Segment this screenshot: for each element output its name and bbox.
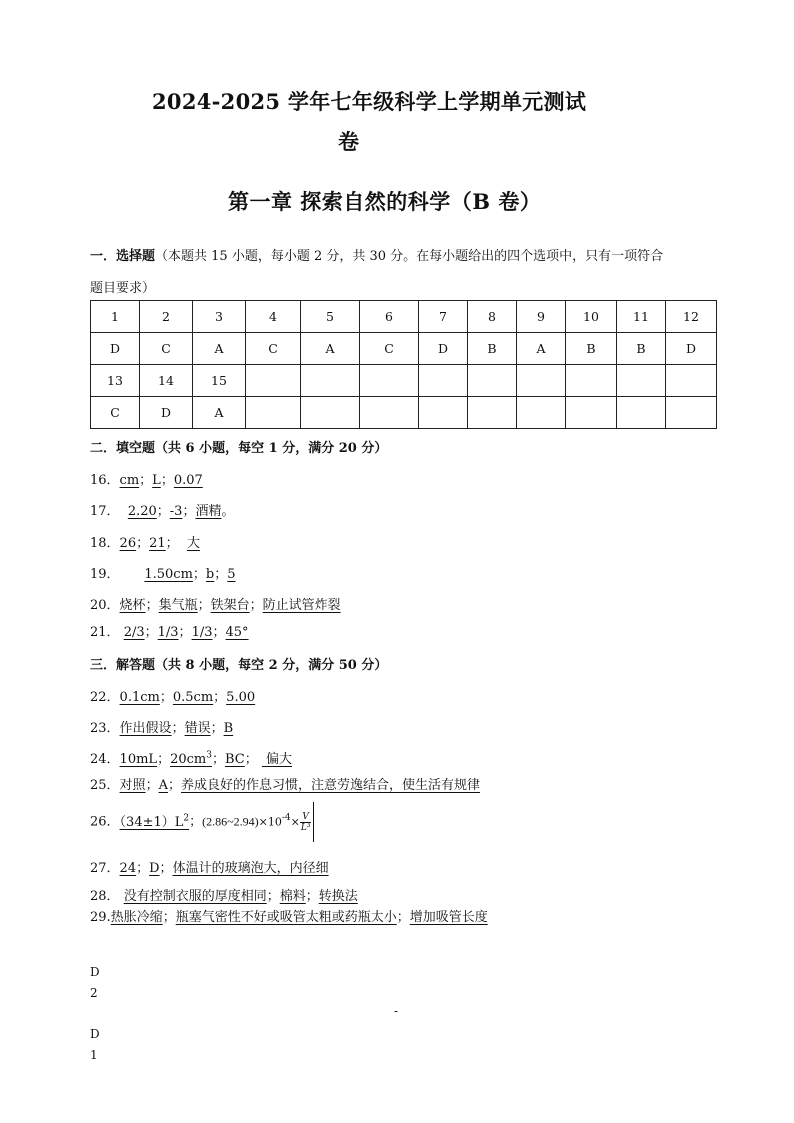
table-cell — [246, 397, 301, 429]
answer-25: 25．对照；A；养成良好的作息习惯，注意劳逸结合，使生活有规律 — [90, 778, 480, 793]
section1-intro — [90, 245, 663, 264]
table-row — [91, 301, 717, 333]
table-cell: D — [140, 397, 193, 429]
footer-mark-2: 2 — [90, 986, 98, 1000]
section1-desc-cont: 题目要求） — [90, 281, 156, 296]
table-cell — [666, 397, 717, 429]
answer-table — [90, 300, 717, 429]
table-cell: D — [666, 333, 717, 365]
footer-mark-1: 1 — [90, 1048, 98, 1062]
page-title: 2024-2025 学年七年级科学上学期单元测试 — [152, 89, 587, 114]
section3-heading: 三．解答题（共 8 小题，每空 2 分，满分 50 分） — [90, 658, 388, 673]
table-cell: 2 — [140, 301, 193, 333]
section2-heading: 二．填空题（共 6 小题，每空 1 分，满分 20 分） — [90, 441, 388, 456]
section1-heading: 一．选择题 — [90, 249, 156, 264]
table-cell — [301, 397, 360, 429]
table-cell: A — [193, 397, 246, 429]
answer-19: 19． 1.50cm；b；5 — [90, 567, 236, 582]
table-cell: C — [140, 333, 193, 365]
table-row — [91, 333, 717, 365]
table-cell: C — [91, 397, 140, 429]
answer-18: 18．26；21； 大 — [90, 536, 200, 551]
table-cell — [301, 365, 360, 397]
table-cell — [666, 365, 717, 397]
table-cell — [468, 365, 517, 397]
footer-dash: - — [394, 1004, 399, 1018]
table-cell: 10 — [566, 301, 617, 333]
answer-23: 23．作出假设；错误；B — [90, 721, 234, 736]
page-subtitle: 第一章 探索自然的科学（B 卷） — [228, 189, 542, 214]
table-cell: D — [419, 333, 468, 365]
answer-24: 24．10mL；$20cm^3$；BC； 偏大 — [90, 750, 293, 767]
table-cell: B — [566, 333, 617, 365]
table-cell: D — [91, 333, 140, 365]
table-cell: A — [517, 333, 566, 365]
answer-21: 21． 2/3；1/3；1/3；45° — [90, 625, 249, 640]
answer-27: 27．24；D；体温计的玻璃泡大，内径细 — [90, 861, 329, 876]
table-cell: 3 — [193, 301, 246, 333]
section1-desc: （本题共 15 小题，每小题 2 分，共 30 分。在每小题给出的四个选项中，只有一项符合 — [155, 249, 664, 264]
answer-17: 17． 2.20；-3；酒精。 — [90, 504, 235, 519]
table-cell — [617, 365, 666, 397]
table-cell — [246, 365, 301, 397]
page-title-continued: 卷 — [338, 129, 359, 154]
answer-29: 29.热胀冷缩；瓶塞气密性不好或吸管太粗或药瓶太小；增加吸管长度 — [90, 910, 488, 925]
table-cell — [419, 365, 468, 397]
answer-28: 28． 没有控制衣服的厚度相同；棉料；转换法 — [90, 889, 358, 904]
table-cell — [419, 397, 468, 429]
table-cell: 13 — [91, 365, 140, 397]
table-cell — [360, 365, 419, 397]
table-cell: 8 — [468, 301, 517, 333]
footer-mark-d1: D — [90, 965, 100, 979]
answer-16: 16．cm；L；0.07 — [90, 473, 203, 488]
table-cell — [517, 365, 566, 397]
table-cell — [566, 397, 617, 429]
table-row — [91, 365, 717, 397]
table-cell: B — [617, 333, 666, 365]
table-cell — [468, 397, 517, 429]
table-cell — [517, 397, 566, 429]
divider-bar — [313, 802, 314, 842]
answer-26: 26．$(34\pm 1)L^2$；$(2.86\sim 2.94)\times 10^{-4}\times$ $\frac{V}{\text{L³}}$ — [90, 802, 316, 842]
table-cell: 6 — [360, 301, 419, 333]
table-cell: C — [246, 333, 301, 365]
table-cell: A — [193, 333, 246, 365]
table-cell — [566, 365, 617, 397]
table-cell: B — [468, 333, 517, 365]
answer-22: 22．0.1cm；0.5cm；5.00 — [90, 690, 256, 705]
footer-mark-d2: D — [90, 1027, 100, 1041]
table-cell: C — [360, 333, 419, 365]
fraction-v-over-l3: $\frac{V}{\text{L³}}$ — [300, 811, 311, 833]
table-cell: 4 — [246, 301, 301, 333]
table-cell: 9 — [517, 301, 566, 333]
table-cell: 5 — [301, 301, 360, 333]
table-cell — [617, 397, 666, 429]
table-cell: 7 — [419, 301, 468, 333]
table-cell: 14 — [140, 365, 193, 397]
table-cell: 1 — [91, 301, 140, 333]
table-cell — [360, 397, 419, 429]
answer-20: 20．烧杯；集气瓶；铁架台；防止试管炸裂 — [90, 598, 341, 613]
table-cell: A — [301, 333, 360, 365]
table-cell: 11 — [617, 301, 666, 333]
table-cell: 12 — [666, 301, 717, 333]
table-cell: 15 — [193, 365, 246, 397]
table-row — [91, 397, 717, 429]
